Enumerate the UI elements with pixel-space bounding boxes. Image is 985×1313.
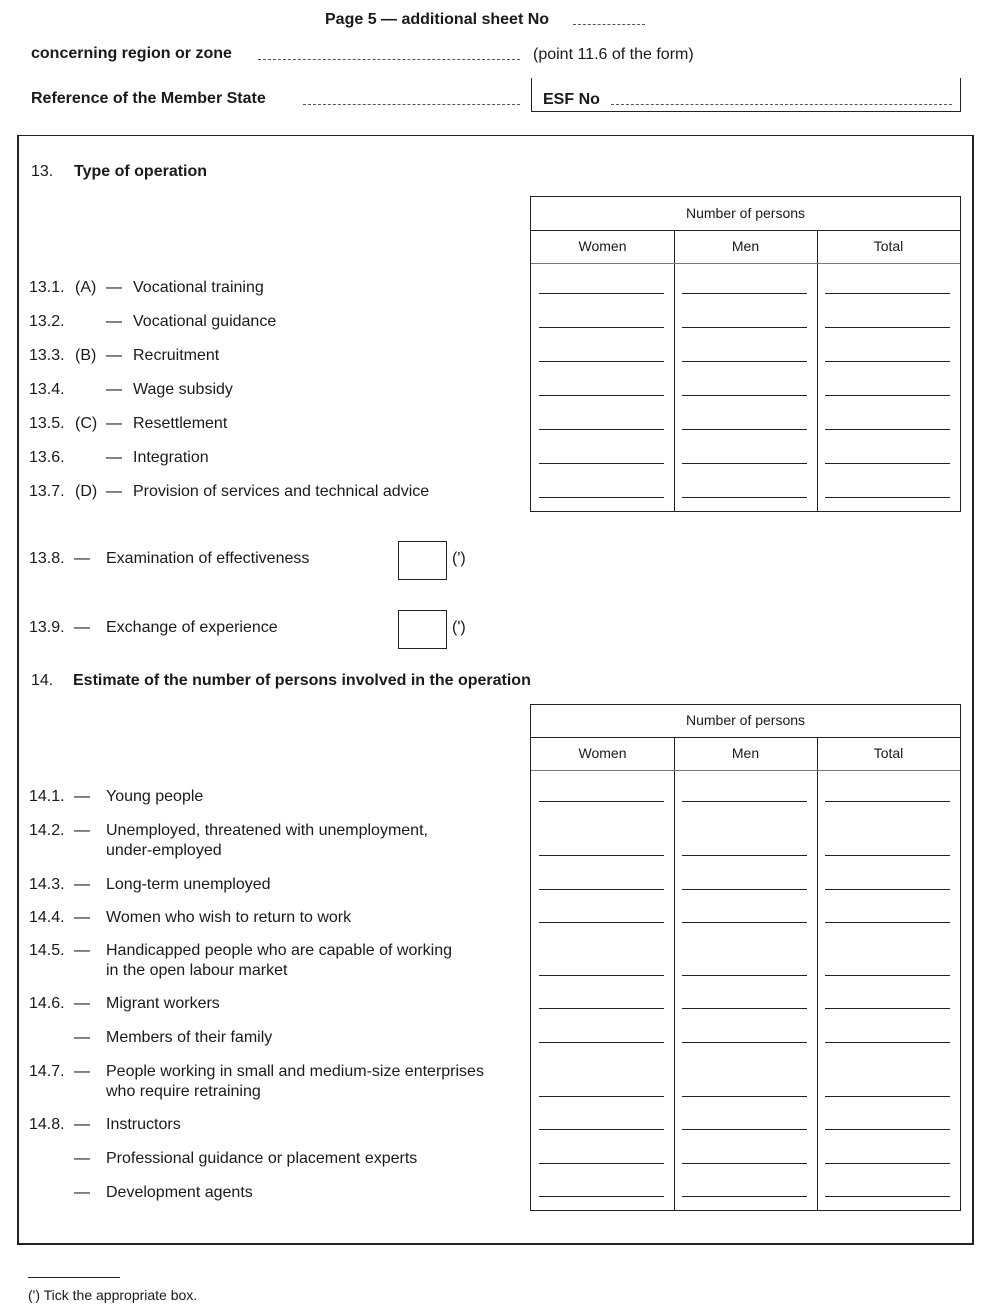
men-field[interactable]	[682, 975, 807, 976]
total-field[interactable]	[825, 855, 950, 856]
item-dash: —	[74, 619, 90, 636]
item-number: 13.6.	[29, 449, 65, 466]
men-field[interactable]	[682, 1008, 807, 1009]
item-label: Integration	[133, 449, 209, 466]
region-field[interactable]	[258, 59, 520, 60]
item-letter: (D)	[75, 483, 98, 500]
item-dash: —	[74, 788, 90, 805]
item-number: 13.5.	[29, 415, 65, 432]
men-field[interactable]	[682, 361, 807, 362]
women-field[interactable]	[539, 889, 664, 890]
item-label: Development agents	[106, 1184, 253, 1201]
item-dash: —	[74, 1063, 90, 1080]
item-number: 14.3.	[29, 876, 65, 893]
total-field[interactable]	[825, 327, 950, 328]
section-13-number: 13.	[31, 163, 54, 180]
item-label: Vocational guidance	[133, 313, 277, 330]
section-13-table	[530, 196, 961, 512]
item-dash: —	[74, 1029, 90, 1046]
total-field[interactable]	[825, 975, 950, 976]
item-label: Young people	[106, 788, 204, 805]
examination-checkbox[interactable]	[398, 541, 447, 580]
exchange-checkbox[interactable]	[398, 610, 447, 649]
item-number: 13.3.	[29, 347, 65, 364]
item-label: Professional guidance or placement experts	[106, 1150, 418, 1167]
footnote-separator	[28, 1277, 120, 1278]
men-field[interactable]	[682, 855, 807, 856]
esf-label: ESF No	[543, 91, 600, 108]
esf-number-field[interactable]	[611, 104, 952, 105]
total-field[interactable]	[825, 922, 950, 923]
footnote-marker: (')	[452, 619, 466, 636]
esf-box-left-border	[531, 78, 532, 112]
item-dash: —	[74, 1184, 90, 1201]
women-field[interactable]	[539, 361, 664, 362]
item-dash: —	[74, 550, 90, 567]
item-dash: —	[106, 381, 122, 398]
item-dash: —	[74, 1116, 90, 1133]
women-field[interactable]	[539, 497, 664, 498]
item-dash: —	[106, 449, 122, 466]
column-header-men: Men	[731, 238, 760, 254]
item-number: 14.4.	[29, 909, 65, 926]
column-divider	[674, 230, 675, 511]
men-field[interactable]	[682, 395, 807, 396]
men-field[interactable]	[682, 1096, 807, 1097]
item-label: Exchange of experience	[106, 619, 278, 636]
women-field[interactable]	[539, 1096, 664, 1097]
men-field[interactable]	[682, 497, 807, 498]
women-field[interactable]	[539, 395, 664, 396]
item-label: Vocational training	[133, 279, 264, 296]
women-field[interactable]	[539, 922, 664, 923]
section-13-title: Type of operation	[74, 163, 208, 180]
women-field[interactable]	[539, 1163, 664, 1164]
column-divider	[817, 737, 818, 1210]
women-field[interactable]	[539, 855, 664, 856]
item-dash: —	[106, 347, 122, 364]
men-field[interactable]	[682, 429, 807, 430]
item-label: Migrant workers	[106, 995, 220, 1012]
total-field[interactable]	[825, 1196, 950, 1197]
women-field[interactable]	[539, 1129, 664, 1130]
item-number: 14.5.	[29, 942, 65, 959]
item-dash: —	[106, 279, 122, 296]
item-number: 13.8.	[29, 550, 65, 567]
item-number: 13.7.	[29, 483, 65, 500]
table-header-number-of-persons: Number of persons	[685, 712, 806, 728]
item-label: Long-term unemployed	[106, 876, 271, 893]
men-field[interactable]	[682, 463, 807, 464]
additional-sheet-number-field[interactable]	[573, 24, 645, 25]
women-field[interactable]	[539, 801, 664, 802]
item-letter: (B)	[75, 347, 97, 364]
item-label: Instructors	[106, 1116, 181, 1133]
item-label: Women who wish to return to work	[106, 909, 352, 926]
total-field[interactable]	[825, 1163, 950, 1164]
men-field[interactable]	[682, 1042, 807, 1043]
total-field[interactable]	[825, 395, 950, 396]
women-field[interactable]	[539, 463, 664, 464]
item-dash: —	[106, 313, 122, 330]
member-state-label: Reference of the Member State	[31, 90, 266, 107]
item-label: Examination of effectiveness	[106, 550, 310, 567]
table-divider	[531, 230, 960, 231]
total-field[interactable]	[825, 293, 950, 294]
item-dash: —	[74, 995, 90, 1012]
men-field[interactable]	[682, 293, 807, 294]
footnote-marker: (')	[452, 550, 466, 567]
total-field[interactable]	[825, 1096, 950, 1097]
women-field[interactable]	[539, 1042, 664, 1043]
women-field[interactable]	[539, 975, 664, 976]
total-field[interactable]	[825, 497, 950, 498]
column-divider	[817, 230, 818, 511]
item-number: 14.1.	[29, 788, 65, 805]
item-number: 14.8.	[29, 1116, 65, 1133]
item-dash: —	[74, 876, 90, 893]
table-divider	[531, 737, 960, 738]
women-field[interactable]	[539, 1196, 664, 1197]
item-dash: —	[74, 942, 90, 959]
table-header-number-of-persons: Number of persons	[685, 205, 806, 221]
men-field[interactable]	[682, 801, 807, 802]
item-label: Members of their family	[106, 1029, 273, 1046]
item-label: Handicapped people who are capable of working	[106, 942, 453, 959]
total-field[interactable]	[825, 463, 950, 464]
item-number: 13.1.	[29, 279, 65, 296]
item-dash: —	[74, 822, 90, 839]
item-label: Resettlement	[133, 415, 228, 432]
item-dash: —	[74, 909, 90, 926]
men-field[interactable]	[682, 1196, 807, 1197]
item-label: Unemployed, threatened with unemployment,	[106, 822, 428, 839]
region-note: (point 11.6 of the form)	[533, 46, 694, 63]
women-field[interactable]	[539, 1008, 664, 1009]
column-header-total: Total	[873, 238, 904, 254]
table-divider	[531, 263, 960, 264]
column-header-women: Women	[578, 238, 627, 254]
men-field[interactable]	[682, 889, 807, 890]
section-14-number: 14.	[31, 672, 54, 689]
women-field[interactable]	[539, 429, 664, 430]
men-field[interactable]	[682, 1163, 807, 1164]
women-field[interactable]	[539, 293, 664, 294]
men-field[interactable]	[682, 922, 807, 923]
page-title: Page 5 — additional sheet No	[325, 11, 550, 28]
item-number: 13.4.	[29, 381, 65, 398]
item-dash: —	[106, 483, 122, 500]
total-field[interactable]	[825, 889, 950, 890]
total-field[interactable]	[825, 361, 950, 362]
item-label-continued: in the open labour market	[106, 962, 288, 979]
women-field[interactable]	[539, 327, 664, 328]
footnote: (') Tick the appropriate box.	[28, 1287, 198, 1303]
column-header-women: Women	[578, 745, 627, 761]
total-field[interactable]	[825, 1008, 950, 1009]
section-14-table	[530, 704, 961, 1211]
item-number: 14.2.	[29, 822, 65, 839]
total-field[interactable]	[825, 801, 950, 802]
item-label: Wage subsidy	[133, 381, 233, 398]
item-dash: —	[74, 1150, 90, 1167]
item-letter: (A)	[75, 279, 97, 296]
member-state-field[interactable]	[303, 104, 520, 105]
region-label: concerning region or zone	[31, 45, 232, 62]
total-field[interactable]	[825, 1042, 950, 1043]
esf-box-right-border	[960, 78, 961, 112]
column-header-men: Men	[731, 745, 760, 761]
section-14-title: Estimate of the number of persons involved in the operation	[73, 672, 531, 689]
item-label-continued: under-employed	[106, 842, 222, 859]
item-dash: —	[106, 415, 122, 432]
item-number: 14.7.	[29, 1063, 65, 1080]
men-field[interactable]	[682, 1129, 807, 1130]
item-label: People working in small and medium-size enterprises	[106, 1063, 484, 1080]
column-divider	[674, 737, 675, 1210]
men-field[interactable]	[682, 327, 807, 328]
item-label: Provision of services and technical advice	[133, 483, 430, 500]
total-field[interactable]	[825, 1129, 950, 1130]
table-divider	[531, 770, 960, 771]
column-header-total: Total	[873, 745, 904, 761]
item-number: 13.2.	[29, 313, 65, 330]
item-number: 14.6.	[29, 995, 65, 1012]
esf-box-bottom-border	[531, 111, 961, 112]
item-label: Recruitment	[133, 347, 220, 364]
item-number: 13.9.	[29, 619, 65, 636]
item-letter: (C)	[75, 415, 98, 432]
item-label-continued: who require retraining	[106, 1083, 261, 1100]
total-field[interactable]	[825, 429, 950, 430]
